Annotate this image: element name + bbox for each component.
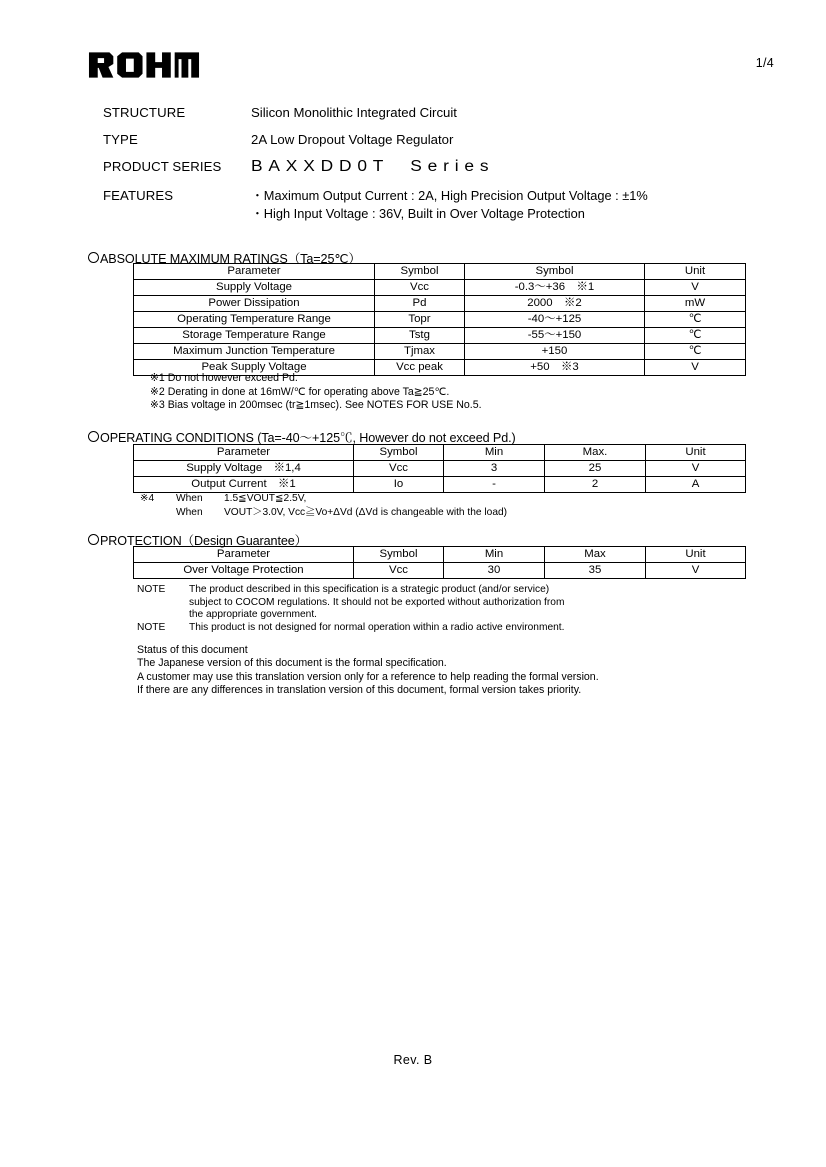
col-symbol: Symbol: [375, 264, 465, 280]
cell-parameter: Operating Temperature Range: [134, 312, 375, 328]
table-row: [134, 461, 746, 477]
cell-parameter: Supply Voltage ※1,4: [134, 461, 354, 477]
footnote-4-when-1: When: [176, 493, 203, 504]
spec-row-product-series: [103, 158, 783, 175]
col-max: Max.: [545, 445, 646, 461]
spec-label-product-series: PRODUCT SERIES: [103, 159, 222, 174]
cell-max: 2: [545, 477, 646, 493]
table-row: [134, 280, 746, 296]
table-header-row: [134, 264, 746, 280]
spec-value-structure: Silicon Monolithic Integrated Circuit: [251, 105, 457, 120]
col-min: Min: [444, 445, 545, 461]
cell-parameter: Output Current ※1: [134, 477, 354, 493]
section-heading-protection-text: PROTECTION（Design Guarantee）: [100, 534, 308, 548]
cell-max: 35: [545, 563, 646, 579]
spec-label-structure: STRUCTURE: [103, 105, 186, 120]
note-block: [137, 584, 564, 634]
status-line: The Japanese version of this document is the formal specification.: [137, 657, 447, 670]
cell-unit: mW: [645, 296, 746, 312]
col-min: Min: [444, 547, 545, 563]
cell-unit: V: [645, 280, 746, 296]
footnote-4-line-1: [140, 492, 507, 506]
col-symbol: Symbol: [354, 445, 444, 461]
feature-line-1: ・Maximum Output Current : 2A, High Precision Output Voltage : ±1%: [251, 188, 648, 203]
table-header-row: [134, 547, 746, 563]
table-row: [134, 328, 746, 344]
cell-min: -: [444, 477, 545, 493]
col-unit: Unit: [645, 264, 746, 280]
spec-value-type: 2A Low Dropout Voltage Regulator: [251, 132, 454, 147]
status-block: [137, 644, 599, 698]
footnote-4-tag: ※4: [140, 493, 155, 504]
note-label: NOTE: [137, 584, 166, 595]
footnote-1: ※1 Do not however exceed Pd.: [150, 372, 298, 384]
cell-unit: ℃: [645, 328, 746, 344]
feature-line-2: ・High Input Voltage : 36V, Built in Over Voltage Protection: [251, 205, 585, 221]
table-row: [134, 312, 746, 328]
cell-min: 30: [444, 563, 545, 579]
cell-max: 25: [545, 461, 646, 477]
cell-unit: ℃: [645, 344, 746, 360]
table-row: [134, 296, 746, 312]
table-row: [134, 477, 746, 493]
table-row: [134, 344, 746, 360]
operating-conditions-footnote-4: [140, 492, 507, 520]
cell-symbol: Io: [354, 477, 444, 493]
cell-parameter: Storage Temperature Range: [134, 328, 375, 344]
cell-unit: A: [646, 477, 746, 493]
spec-header-block: [103, 104, 783, 232]
product-series-text: BAXXDD0T Series: [251, 158, 495, 175]
cell-symbol: Pd: [375, 296, 465, 312]
circle-bullet-icon: [88, 252, 99, 263]
spec-row-features: [103, 187, 783, 222]
section-heading-operating-conditions-text: OPERATING CONDITIONS (Ta=-40〜+125℃, However do not exceed Pd.): [100, 431, 516, 445]
cell-symbol: Vcc: [354, 563, 444, 579]
cell-parameter: Peak Supply Voltage: [134, 360, 375, 376]
spec-row-type: [103, 131, 783, 148]
spec-label-type: TYPE: [103, 132, 138, 147]
spec-row-structure: [103, 104, 783, 121]
cell-parameter: Supply Voltage: [134, 280, 375, 296]
circle-bullet-icon: [88, 534, 99, 545]
col-max: Max: [545, 547, 646, 563]
cell-unit: V: [646, 461, 746, 477]
note-text: [189, 622, 564, 635]
rohm-logo: [88, 50, 200, 84]
cell-parameter: Power Dissipation: [134, 296, 375, 312]
cell-symbol: Tstg: [375, 328, 465, 344]
footnote-4-text-2: VOUT＞3.0V, Vcc≧Vo+ΔVd (ΔVd is changeable with the load): [224, 507, 508, 518]
footnote-4-line-2: [140, 506, 507, 520]
note-text-line: the appropriate government.: [189, 609, 317, 621]
footnote-4-when-2: When: [176, 507, 203, 518]
footnote-3: ※3 Bias voltage in 200msec (tr≧1msec). See NOTES FOR USE No.5.: [150, 399, 482, 412]
col-parameter: Parameter: [134, 547, 354, 563]
spec-value-features: [251, 187, 648, 222]
table-protection: [133, 546, 746, 579]
cell-symbol: Tjmax: [375, 344, 465, 360]
note-text-line: The product described in this specification is a strategic product (and/or service): [189, 584, 550, 595]
revision-footer: Rev. B: [393, 1053, 433, 1067]
page-number: 1/4: [755, 56, 774, 70]
cell-symbol: Vcc: [354, 461, 444, 477]
cell-value: -40〜+125: [465, 312, 645, 328]
cell-unit: V: [645, 360, 746, 376]
note-item: [137, 622, 564, 635]
table-header-row: [134, 445, 746, 461]
cell-unit: V: [646, 563, 746, 579]
spec-value-product-series: [251, 158, 495, 175]
cell-value: -55〜+150: [465, 328, 645, 344]
footnote-2: ※2 Derating in done at 16mW/℃ for operating above Ta≧25℃.: [150, 385, 450, 398]
col-parameter: Parameter: [134, 264, 375, 280]
cell-unit: ℃: [645, 312, 746, 328]
col-parameter: Parameter: [134, 445, 354, 461]
note-text: [189, 584, 564, 622]
note-item: [137, 584, 564, 622]
status-line: If there are any differences in translation version of this document, formal version takes priority.: [137, 684, 582, 697]
table-absolute-maximum-ratings: [133, 263, 746, 376]
note-label: NOTE: [137, 621, 166, 633]
cell-symbol: Topr: [375, 312, 465, 328]
cell-symbol: Vcc peak: [375, 360, 465, 376]
note-text-line: This product is not designed for normal operation within a radio active environment.: [189, 621, 565, 633]
note-text-line: subject to COCOM regulations. It should not be exported without authorization from: [189, 596, 565, 608]
table-row: [134, 563, 746, 579]
col-symbol: Symbol: [354, 547, 444, 563]
cell-value: +50 ※3: [465, 360, 645, 376]
status-title: Status of this document: [137, 644, 248, 656]
absolute-max-footnotes: [150, 372, 482, 413]
col-unit: Unit: [646, 445, 746, 461]
footnote-4-text-1: 1.5≦VOUT≦2.5V,: [224, 493, 307, 504]
col-value: Symbol: [465, 264, 645, 280]
cell-value: +150: [465, 344, 645, 360]
cell-parameter: Over Voltage Protection: [134, 563, 354, 579]
cell-symbol: Vcc: [375, 280, 465, 296]
cell-min: 3: [444, 461, 545, 477]
col-unit: Unit: [646, 547, 746, 563]
cell-value: 2000 ※2: [465, 296, 645, 312]
table-operating-conditions: [133, 444, 746, 493]
section-heading-absolute-max-text: ABSOLUTE MAXIMUM RATINGS（Ta=25℃）: [100, 252, 361, 266]
status-line: A customer may use this translation version only for a reference to help reading the formal version.: [137, 670, 599, 683]
cell-parameter: Maximum Junction Temperature: [134, 344, 375, 360]
circle-bullet-icon: [88, 431, 99, 442]
cell-value: -0.3〜+36 ※1: [465, 280, 645, 296]
spec-label-features: FEATURES: [103, 188, 174, 203]
